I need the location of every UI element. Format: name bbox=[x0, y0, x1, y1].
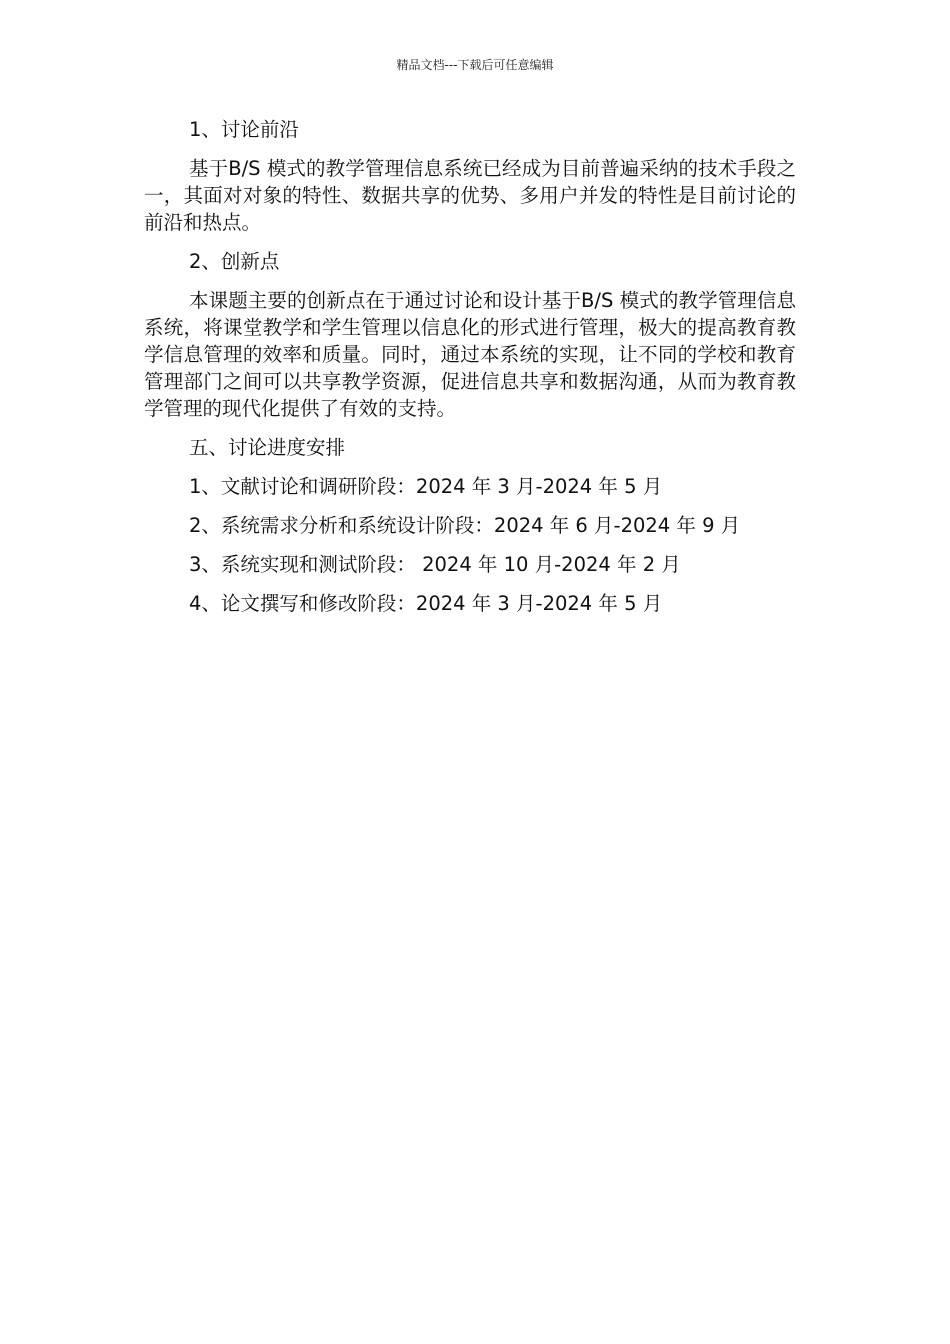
section-heading-innovation: 2、创新点 bbox=[189, 250, 280, 273]
schedule-item: 2、系统需求分析和系统设计阶段：2024 年 6 月-2024 年 9 月 bbox=[189, 514, 741, 537]
schedule-item: 4、论文撰写和修改阶段：2024 年 3 月-2024 年 5 月 bbox=[189, 592, 663, 615]
section-heading-schedule: 五、讨论进度安排 bbox=[189, 436, 346, 459]
section-heading-research-frontier: 1、讨论前沿 bbox=[189, 118, 299, 141]
paragraph-innovation: 本课题主要的创新点在于通过讨论和设计基于B/S 模式的教学管理信息系统，将课堂教学和学生管理以信息化的形式进行管理，极大的提高教育教学信息管理的效率和质量。同时，通过本系统的实现，让不同的学校和教育管理部门之间可以共享教学资源，促进信息共享和数据沟通，从而为教育教学管理的现代化提供了有效的支持。 bbox=[144, 289, 796, 420]
page-header: 精品文档---下载后可任意编辑 bbox=[396, 58, 554, 72]
document-body bbox=[144, 116, 796, 617]
schedule-item: 3、系统实现和测试阶段： 2024 年 10 月-2024 年 2 月 bbox=[189, 553, 681, 576]
schedule-item: 1、文献讨论和调研阶段：2024 年 3 月-2024 年 5 月 bbox=[189, 475, 663, 498]
paragraph-research-frontier: 基于B/S 模式的教学管理信息系统已经成为目前普遍采纳的技术手段之一，其面对对象的特性、数据共享的优势、多用户并发的特性是目前讨论的前沿和热点。 bbox=[144, 157, 796, 234]
